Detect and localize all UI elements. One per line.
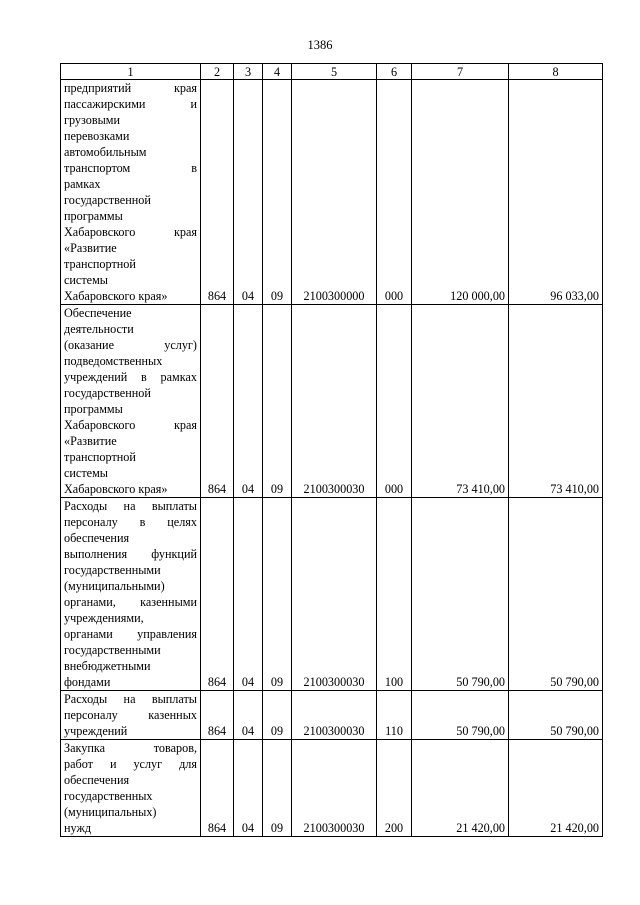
target-article-code: 2100300000	[292, 80, 377, 305]
row-name-line: предприятий края	[64, 81, 197, 95]
executed-amount: 73 410,00	[509, 305, 603, 498]
row-name-line: внебюджетными	[64, 659, 151, 673]
column-header: 7	[412, 64, 509, 80]
row-name-line: учреждений	[64, 724, 128, 738]
row-name-line: фондами	[64, 675, 111, 689]
column-header: 3	[234, 64, 263, 80]
page-number: 1386	[307, 38, 333, 52]
row-name-line: «Развитие	[64, 241, 117, 255]
row-name	[61, 305, 201, 498]
row-name	[61, 691, 201, 740]
row-name-line: обеспечения	[64, 773, 130, 787]
planned-amount: 21 420,00	[412, 740, 509, 837]
executed-amount: 50 790,00	[509, 691, 603, 740]
row-name-line: Закупка товаров,	[64, 741, 197, 755]
planned-amount: 50 790,00	[412, 498, 509, 691]
row-name-line: транспортной	[64, 257, 136, 271]
row-name-line: органами управления	[64, 627, 197, 641]
table-row	[61, 691, 603, 740]
row-name-line: государственных	[64, 789, 153, 803]
row-name-line: работ и услуг для	[64, 757, 197, 771]
subsection-code: 09	[263, 691, 292, 740]
row-name-line: (муниципальных)	[64, 805, 157, 819]
row-name-line: персоналу в целях	[64, 515, 197, 529]
subsection-code: 09	[263, 498, 292, 691]
column-header: 6	[377, 64, 412, 80]
ved-code: 864	[201, 691, 234, 740]
ved-code: 864	[201, 305, 234, 498]
row-name-line: учреждениями,	[64, 611, 144, 625]
section-code: 04	[234, 691, 263, 740]
ved-code: 864	[201, 498, 234, 691]
row-name-line: органами, казенными	[64, 595, 197, 609]
row-name-line: программы	[64, 209, 123, 223]
target-article-code: 2100300030	[292, 498, 377, 691]
row-name-line: Обеспечение	[64, 306, 132, 320]
row-name	[61, 80, 201, 305]
row-name-line: грузовыми	[64, 113, 121, 127]
expense-type-code: 000	[377, 305, 412, 498]
section-code: 04	[234, 498, 263, 691]
row-name-line: транспортной	[64, 450, 136, 464]
executed-amount: 50 790,00	[509, 498, 603, 691]
subsection-code: 09	[263, 305, 292, 498]
planned-amount: 120 000,00	[412, 80, 509, 305]
row-name-line: государственными	[64, 563, 161, 577]
column-header: 2	[201, 64, 234, 80]
row-name-line: Хабаровского края	[64, 418, 197, 432]
row-name-line: государственными	[64, 643, 161, 657]
target-article-code: 2100300030	[292, 305, 377, 498]
target-article-code: 2100300030	[292, 740, 377, 837]
subsection-code: 09	[263, 740, 292, 837]
planned-amount: 50 790,00	[412, 691, 509, 740]
executed-amount: 21 420,00	[509, 740, 603, 837]
row-name-line: Хабаровского края»	[64, 289, 168, 303]
row-name-line: деятельности	[64, 322, 134, 336]
header-row	[61, 64, 603, 80]
row-name-line: персоналу казенных	[64, 708, 197, 722]
section-code: 04	[234, 740, 263, 837]
row-name-line: Хабаровского края	[64, 225, 197, 239]
expense-type-code: 100	[377, 498, 412, 691]
row-name-line: транспортом в	[64, 161, 197, 175]
row-name-line: пассажирскими и	[64, 97, 197, 111]
row-name-line: Расходы на выплаты	[64, 499, 197, 513]
executed-amount: 96 033,00	[509, 80, 603, 305]
row-name-line: (оказание услуг)	[64, 338, 197, 352]
table-row	[61, 80, 603, 305]
expense-type-code: 200	[377, 740, 412, 837]
target-article-code: 2100300030	[292, 691, 377, 740]
row-name-line: системы	[64, 466, 108, 480]
row-name-line: нужд	[64, 821, 92, 835]
row-name-line: выполнения функций	[64, 547, 197, 561]
column-header: 5	[292, 64, 377, 80]
column-header: 8	[509, 64, 603, 80]
expense-type-code: 000	[377, 80, 412, 305]
row-name-line: государственной	[64, 386, 151, 400]
row-name-line: учреждений в рамках	[64, 370, 197, 384]
row-name-line: программы	[64, 402, 123, 416]
column-header: 1	[61, 64, 201, 80]
row-name	[61, 498, 201, 691]
row-name-line: автомобильным	[64, 145, 147, 159]
column-header: 4	[263, 64, 292, 80]
table-row	[61, 740, 603, 837]
table-row	[61, 305, 603, 498]
row-name-line: подведомственных	[64, 354, 163, 368]
subsection-code: 09	[263, 80, 292, 305]
row-name-line: рамках	[64, 177, 101, 191]
row-name-line: «Развитие	[64, 434, 117, 448]
row-name-line: (муниципальными)	[64, 579, 165, 593]
row-name-line: Хабаровского края»	[64, 482, 168, 496]
ved-code: 864	[201, 80, 234, 305]
row-name-line: государственной	[64, 193, 151, 207]
table-row	[61, 498, 603, 691]
ved-code: 864	[201, 740, 234, 837]
row-name-line: Расходы на выплаты	[64, 692, 197, 706]
row-name	[61, 740, 201, 837]
row-name-line: системы	[64, 273, 108, 287]
budget-table	[60, 63, 603, 837]
section-code: 04	[234, 305, 263, 498]
row-name-line: обеспечения	[64, 531, 130, 545]
row-name-line: перевозками	[64, 129, 130, 143]
expense-type-code: 110	[377, 691, 412, 740]
section-code: 04	[234, 80, 263, 305]
planned-amount: 73 410,00	[412, 305, 509, 498]
